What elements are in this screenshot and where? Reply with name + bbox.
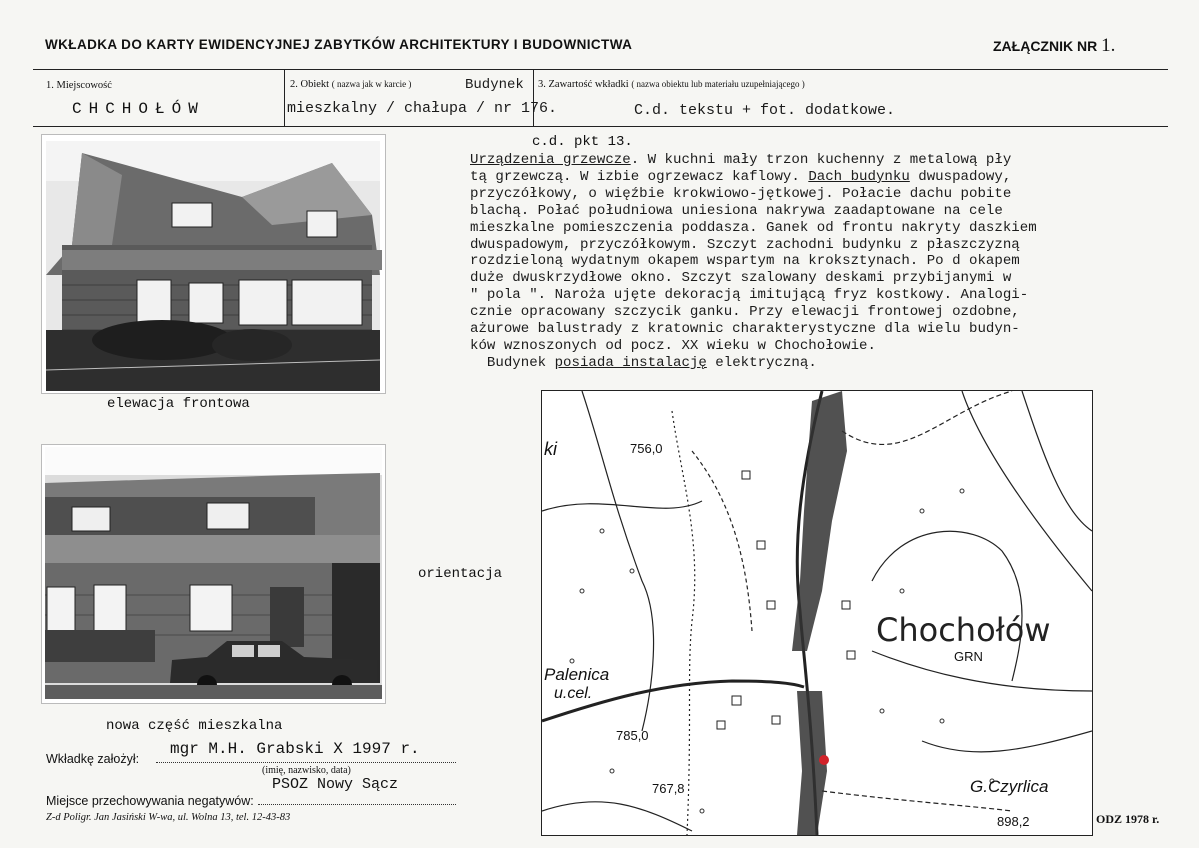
founder-value: mgr M.H. Grabski X 1997 r. bbox=[170, 740, 420, 758]
founder-label: Wkładkę założył: bbox=[46, 752, 140, 766]
description-text bbox=[470, 152, 1160, 372]
printer-imprint: Z-d Poligr. Jan Jasiński W-wa, ul. Wolna 13, tel. 12-43-83 bbox=[46, 812, 291, 823]
map-czyrlica: G.Czyrlica bbox=[970, 777, 1049, 796]
annex-number: 1. bbox=[1101, 35, 1116, 56]
text-line-4: blachą. Połać południowa uniesiona nakrywa zaadaptowane na cele bbox=[470, 202, 1003, 219]
form-bottom-rule bbox=[33, 126, 1168, 127]
map-height-898: 898,2 bbox=[997, 814, 1030, 829]
text-line-13 bbox=[470, 355, 1160, 372]
field-3-label bbox=[538, 79, 805, 90]
annex-label bbox=[993, 35, 1115, 57]
text-line-10: cznie opracowany szczycik ganku. Przy elewacji frontowej ozdobne, bbox=[470, 304, 1020, 321]
photo-caption-2: nowa część mieszkalna bbox=[106, 718, 283, 734]
field-2-value-b: mieszkalny / chałupa / nr 176. bbox=[287, 100, 558, 117]
text-line-5: mieszkalne pomieszczenia poddasza. Ganek od frontu nakryty daszkiem bbox=[470, 219, 1037, 236]
founder-hint: (imię, nazwisko, data) bbox=[262, 765, 351, 776]
text-line-1 bbox=[470, 152, 1160, 169]
map-height-767: 767,8 bbox=[652, 781, 685, 796]
photo-front-elevation bbox=[41, 134, 386, 394]
form-top-rule bbox=[33, 69, 1168, 70]
text-line-12: ków wznoszonych od pocz. XX wieku w Chochołowie. bbox=[470, 337, 876, 354]
text-line-13-underline: posiada instalację bbox=[554, 354, 707, 371]
map-side-label: orientacja bbox=[418, 566, 503, 582]
map-grn: GRN bbox=[954, 649, 983, 664]
field-2-label bbox=[290, 79, 411, 90]
text-line-11: ażurowe balustrady z kratownic charakterystyczne dla wielu budyn- bbox=[470, 321, 1020, 338]
field-2-label-text: 2. Obiekt bbox=[290, 79, 330, 90]
field-1-value: CHCHOŁÓW bbox=[72, 100, 205, 118]
text-line-2 bbox=[470, 169, 1160, 186]
map-height-785: 785,0 bbox=[616, 728, 649, 743]
text-line-9: " pola ". Naroża ujęte dekoracją imitującą fryz kostkowy. Analogi- bbox=[470, 287, 1029, 304]
text-heading: c.d. pkt 13. bbox=[532, 134, 633, 150]
storage-label: Miejsce przechowywania negatywów: bbox=[46, 794, 254, 808]
field-2-value-a: Budynek bbox=[465, 77, 524, 93]
field-1-label: 1. Miejscowość bbox=[46, 80, 112, 91]
map-town-name: Chochołów bbox=[876, 611, 1051, 649]
form-divider-1 bbox=[284, 69, 285, 127]
orientation-map bbox=[541, 390, 1093, 836]
field-3-value: C.d. tekstu + fot. dodatkowe. bbox=[634, 102, 896, 119]
founder-line bbox=[156, 762, 456, 763]
form-divider-2 bbox=[533, 69, 534, 127]
text-line-3: przyczółkowy, o więźbie krokwiowo-jętkowej. Połacie dachu pobite bbox=[470, 185, 1012, 202]
field-3-label-text: 3. Zawartość wkładki bbox=[538, 79, 629, 90]
text-line-7: rozdzieloną wydatnym okapem wspartym na kroksztynach. Po d okapem bbox=[470, 253, 1020, 270]
text-line-2-text: tą grzewczą. W izbie ogrzewacz kaflowy. bbox=[470, 168, 809, 185]
annex-label-text: ZAŁĄCZNIK NR bbox=[993, 38, 1098, 54]
form-code: ODZ 1978 r. bbox=[1096, 812, 1160, 826]
photo-new-part-image bbox=[42, 445, 385, 703]
text-line-8: duże dwuskrzydłowe okno. Szczyt szalowany deskami przybijanymi w bbox=[470, 270, 1012, 287]
field-3-hint: ( nazwa obiektu lub materiału uzupełniającego ) bbox=[631, 79, 805, 89]
map-ucel: u.cel. bbox=[554, 685, 593, 702]
photo-front-elevation-image bbox=[42, 135, 385, 393]
text-line-13-pre: Budynek bbox=[470, 354, 555, 371]
text-line-2-tail: dwuspadowy, bbox=[909, 168, 1012, 185]
text-line-2-underline: Dach budynku bbox=[808, 168, 910, 185]
storage-line bbox=[258, 804, 456, 805]
map-height-756: 756,0 bbox=[630, 441, 663, 456]
text-line-1-text: . W kuchni mały trzon kuchenny z metalową pły bbox=[630, 152, 1012, 168]
field-2-hint: ( nazwa jak w karcie ) bbox=[331, 79, 412, 89]
text-line-13-tail: elektryczną. bbox=[706, 354, 817, 371]
photo-new-part bbox=[41, 444, 386, 704]
photo-caption-1: elewacja frontowa bbox=[107, 396, 250, 412]
storage-value: PSOZ Nowy Sącz bbox=[272, 776, 399, 793]
text-line-6: dwuspadowym, przyczółkowym. Szczyt zachodni budynku z płaszczyzną bbox=[470, 236, 1020, 253]
form-title: WKŁADKA DO KARTY EWIDENCYJNEJ ZABYTKÓW ARCHITEKTURY I BUDOWNICTWA bbox=[45, 37, 633, 52]
map-ki: ki bbox=[544, 439, 557, 459]
text-line-1-underline: Urządzenia grzewcze bbox=[470, 152, 631, 168]
map-palenica: Palenica bbox=[544, 665, 610, 684]
